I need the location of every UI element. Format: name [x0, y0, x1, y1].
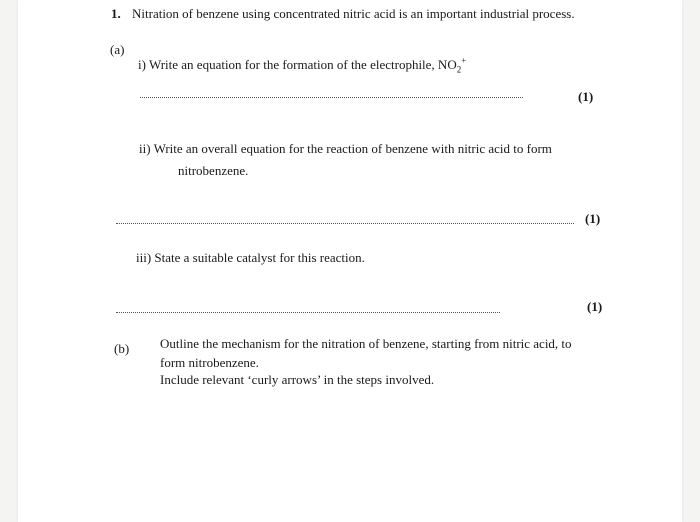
answer-line-a-iii[interactable]	[116, 312, 500, 313]
part-b-line1: Outline the mechanism for the nitration of benzene, starting from nitric acid, to	[160, 336, 572, 351]
part-a-label: (a)	[110, 42, 125, 57]
answer-line-a-i[interactable]	[140, 97, 523, 98]
part-a-i-subscript: 2	[456, 64, 462, 75]
question-number: 1.	[111, 6, 121, 21]
marks-a-iii: (1)	[587, 299, 603, 314]
part-a-i-superscript: +	[461, 55, 467, 66]
part-a-ii-line1: ii) Write an overall equation for the reaction of benzene with nitric acid to form	[139, 141, 552, 156]
worksheet-page	[18, 0, 682, 522]
answer-line-a-ii[interactable]	[116, 223, 574, 224]
part-b-line3: Include relevant ‘curly arrows’ in the steps involved.	[160, 372, 435, 387]
marks-a-i: (1)	[578, 89, 594, 104]
part-b-label: (b)	[114, 341, 130, 356]
question-stem: Nitration of benzene using concentrated nitric acid is an important industrial process.	[132, 6, 575, 21]
part-a-iii-question: iii) State a suitable catalyst for this reaction.	[136, 250, 365, 265]
part-a-i-text: i) Write an equation for the formation of the electrophile, NO	[138, 57, 457, 72]
part-a-ii-line2: nitrobenzene.	[178, 163, 249, 178]
part-b-line2: form nitrobenzene.	[160, 355, 259, 370]
part-a-i-question	[138, 57, 466, 73]
marks-a-ii: (1)	[585, 211, 601, 226]
